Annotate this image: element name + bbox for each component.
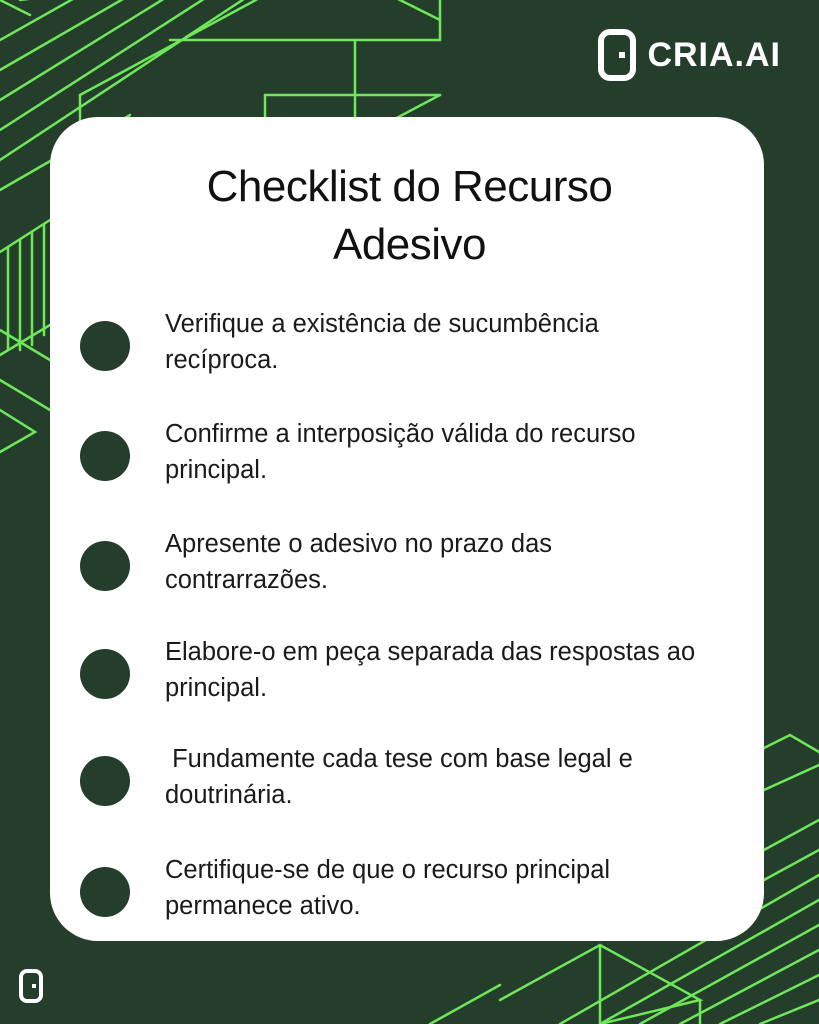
checklist-item xyxy=(80,741,740,821)
bullet-circle xyxy=(80,756,130,806)
cria-logo-icon xyxy=(597,28,637,82)
checklist-item xyxy=(80,526,740,606)
checklist-item xyxy=(80,634,740,714)
checklist-item-text: Apresente o adesivo no prazo das contrarrazões. xyxy=(165,530,553,594)
title-line-2: Adesivo xyxy=(332,220,487,269)
bullet-circle xyxy=(80,867,130,917)
checklist-item xyxy=(80,416,740,496)
bullet-circle xyxy=(80,431,130,481)
brand-name: CRIA.AI xyxy=(647,35,781,74)
bullet-circle xyxy=(80,649,130,699)
page-title xyxy=(0,158,819,274)
corner-logo-icon xyxy=(18,968,44,1004)
title-line-1: Checklist do Recurso xyxy=(206,162,613,211)
brand-header xyxy=(597,28,781,82)
checklist-item xyxy=(80,852,740,932)
checklist-item-text: Certifique-se de que o recurso principal permanece ativo. xyxy=(165,856,611,920)
checklist-item-text: Confirme a interposição válida do recurso principal. xyxy=(165,420,636,484)
checklist-item-text: Verifique a existência de sucumbência recíproca. xyxy=(165,310,599,374)
checklist-item-text: Elabore-o em peça separada das respostas ao principal. xyxy=(165,638,696,702)
checklist-item xyxy=(80,306,740,386)
bullet-circle xyxy=(80,321,130,371)
bullet-circle xyxy=(80,541,130,591)
checklist-item-text: Fundamente cada tese com base legal e doutrinária. xyxy=(165,745,633,809)
